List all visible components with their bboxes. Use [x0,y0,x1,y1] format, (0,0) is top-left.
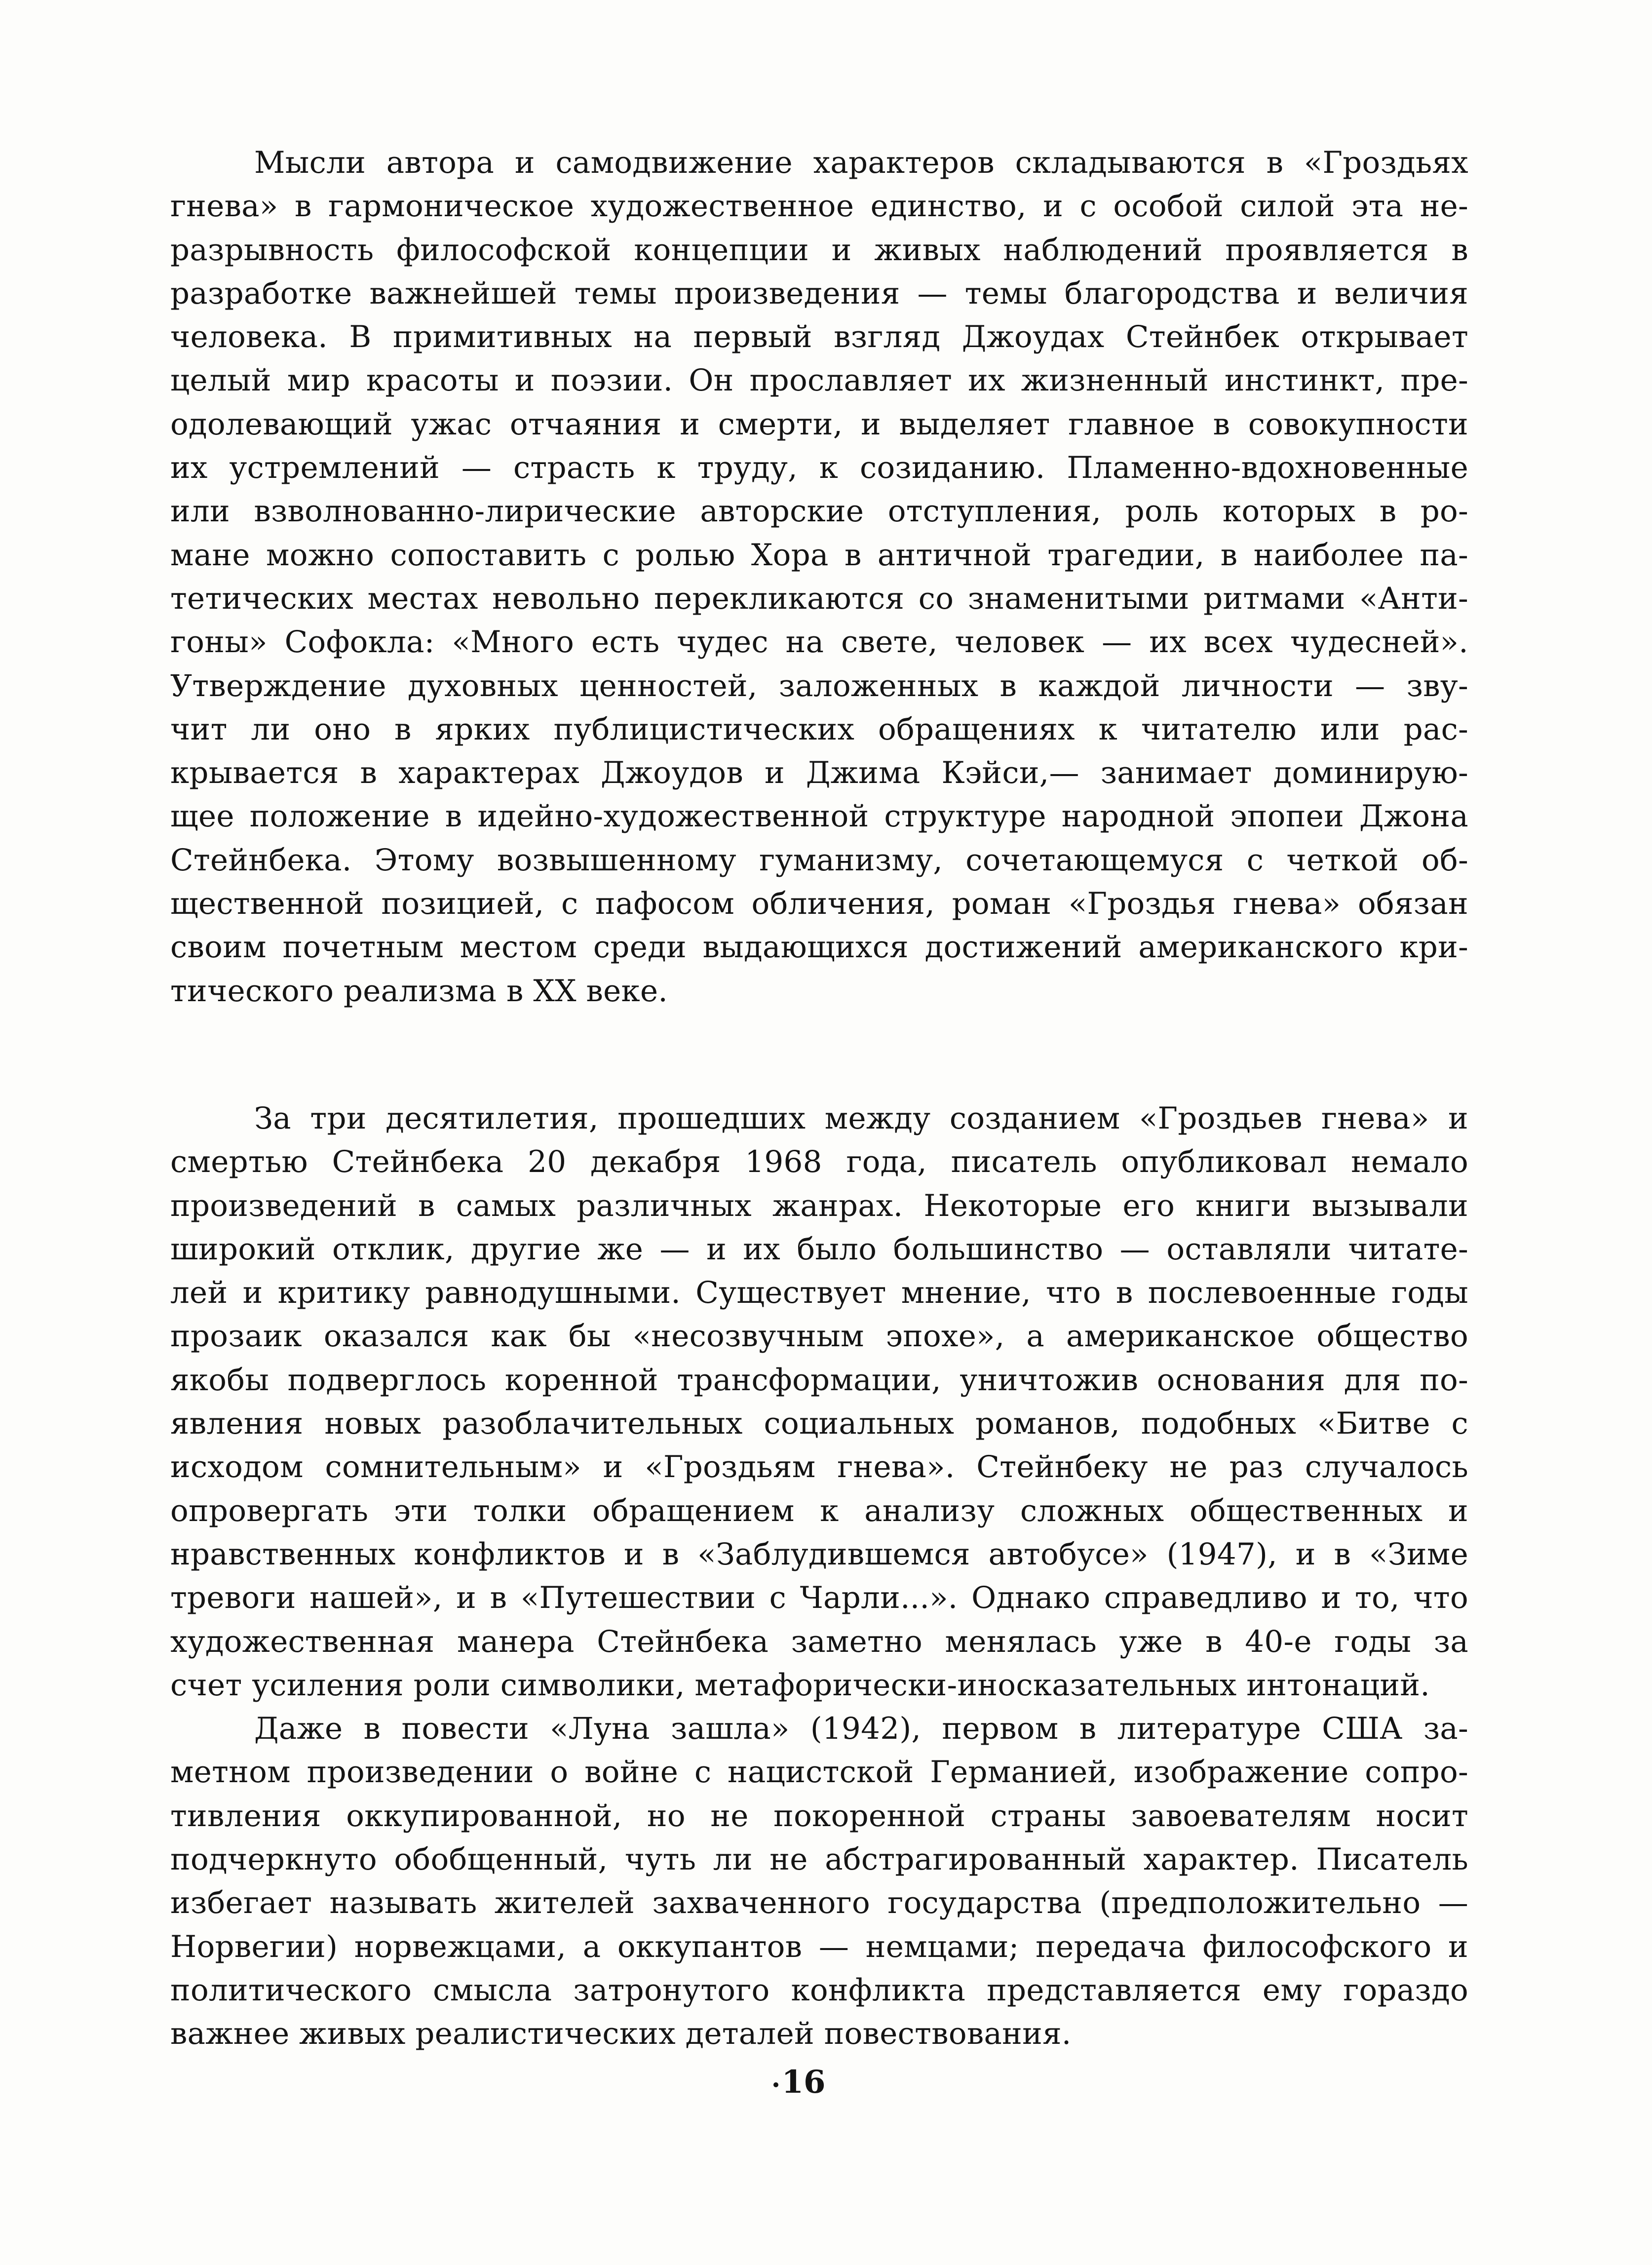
paragraph-line: нравственных конфликтов и в «Заблудившемся автобусе» (1947), и в «Зиме [170,1536,1468,1572]
paragraph-line: Мысли автора и самодвижение характеров складываются в «Гроздьях [254,145,1468,180]
paragraph-line: щественной позицией, с пафосом обличения, роман «Гроздья гнева» обязан [170,886,1468,922]
paragraph-line: щее положение в идейно-художественной структуре народной эпопеи Джона [170,799,1468,834]
paragraph-line: счет усиления роли символики, метафорически-иносказательных интонаций. [170,1667,1430,1703]
paragraph-line: тического реализма в XX веке. [170,973,668,1009]
paragraph-line: человека. В примитивных на первый взгляд Джоудах Стейнбек открывает [170,319,1468,355]
paragraph-line: художественная манера Стейнбека заметно менялась уже в 40-е годы за [170,1624,1468,1659]
paragraph-line: или взволнованно-лирические авторские отступления, роль которых в ро- [170,494,1468,529]
paragraph-line: своим почетным местом среди выдающихся достижений американского кри- [170,930,1468,965]
paragraph-line: широкий отклик, другие же — и их было большинство — оставляли читате- [170,1231,1468,1267]
paragraph-line: метном произведении о войне с нацистской Германией, изображение сопро- [170,1755,1468,1790]
paragraph-1 [170,141,1468,1013]
paragraph-line: За три десятилетия, прошедших между созданием «Гроздьев гнева» и [254,1101,1468,1136]
page-number [760,2064,839,2101]
paragraph-line: якобы подверглось коренной трансформации, уничтожив основания для по- [170,1362,1468,1398]
page-number-value: 16 [781,2064,826,2101]
paragraph-line: целый мир красоты и поэзии. Он прославляет их жизненный инстинкт, пре- [170,363,1468,398]
paragraph-line: крывается в характерах Джоудов и Джима Кэйси,— занимает доминирую- [170,755,1468,791]
paragraph-line: подчеркнуто обобщенный, чуть ли не абстрагированный характер. Писатель [170,1842,1468,1877]
paragraph-line: политического смысла затронутого конфликта представляется ему гораздо [170,1972,1468,2008]
paragraph-2 [170,1097,1468,1707]
paragraph-line: тивления оккупированной, но не покоренной страны завоевателям носит [170,1798,1468,1834]
paragraph-line: гоны» Софокла: «Много есть чудес на свете, человек — их всех чудесней». [170,625,1468,660]
paragraph-line: тревоги нашей», и в «Путешествии с Чарли...». Однако справедливо и то, что [170,1580,1468,1616]
paragraph-line: разработке важнейшей темы произведения — темы благородства и величия [170,275,1468,311]
paragraph-line: произведений в самых различных жанрах. Некоторые его книги вызывали [170,1188,1468,1223]
paragraph-line: Стейнбека. Этому возвышенному гуманизму, сочетающемуся с четкой об- [170,842,1468,878]
paragraph-line: одолевающий ужас отчаяния и смерти, и выделяет главное в совокупности [170,406,1468,442]
paragraph-line: избегает называть жителей захваченного государства (предположительно — [170,1885,1468,1921]
page-number-dot [773,2082,778,2087]
paragraph-line: чит ли оно в ярких публицистических обращениях к читателю или рас- [170,711,1468,747]
paragraph-line: тетических местах невольно перекликаются со знаменитыми ритмами «Анти- [170,581,1468,616]
paragraph-line: Даже в повести «Луна зашла» (1942), первом в литературе США за- [254,1711,1468,1747]
text-block-upper [170,141,1468,1013]
text-block-lower [170,1097,1468,2056]
paragraph-line: мане можно сопоставить с ролью Хора в античной трагедии, в наиболее па- [170,537,1468,573]
paragraph-line: явления новых разоблачительных социальных романов, подобных «Битве с [170,1406,1468,1442]
paragraph-line: разрывность философской концепции и живых наблюдений проявляется в [170,232,1468,268]
paragraph-line: лей и критику равнодушными. Существует мнение, что в послевоенные годы [170,1275,1468,1311]
paragraph-line: их устремлений — страсть к труду, к созиданию. Пламенно-вдохновенные [170,450,1468,486]
paragraph-line: гнева» в гармоническое художественное единство, и с особой силой эта не- [170,189,1468,224]
paragraph-line: Утверждение духовных ценностей, заложенных в каждой личности — зву- [170,668,1468,703]
paragraph-3 [170,1707,1468,2056]
paragraph-line: опровергать эти толки обращением к анализу сложных общественных и [170,1493,1468,1528]
paragraph-line: Норвегии) норвежцами, а оккупантов — немцами; передача философского и [170,1929,1468,1964]
paragraph-line: прозаик оказался как бы «несозвучным эпохе», а американское общество [170,1319,1468,1354]
paragraph-line: важнее живых реалистических деталей повествования. [170,2016,1072,2052]
paragraph-line: смертью Стейнбека 20 декабря 1968 года, писатель опубликовал немало [170,1144,1468,1180]
paragraph-line: исходом сомнительным» и «Гроздьям гнева». Стейнбеку не раз случалось [170,1449,1468,1485]
